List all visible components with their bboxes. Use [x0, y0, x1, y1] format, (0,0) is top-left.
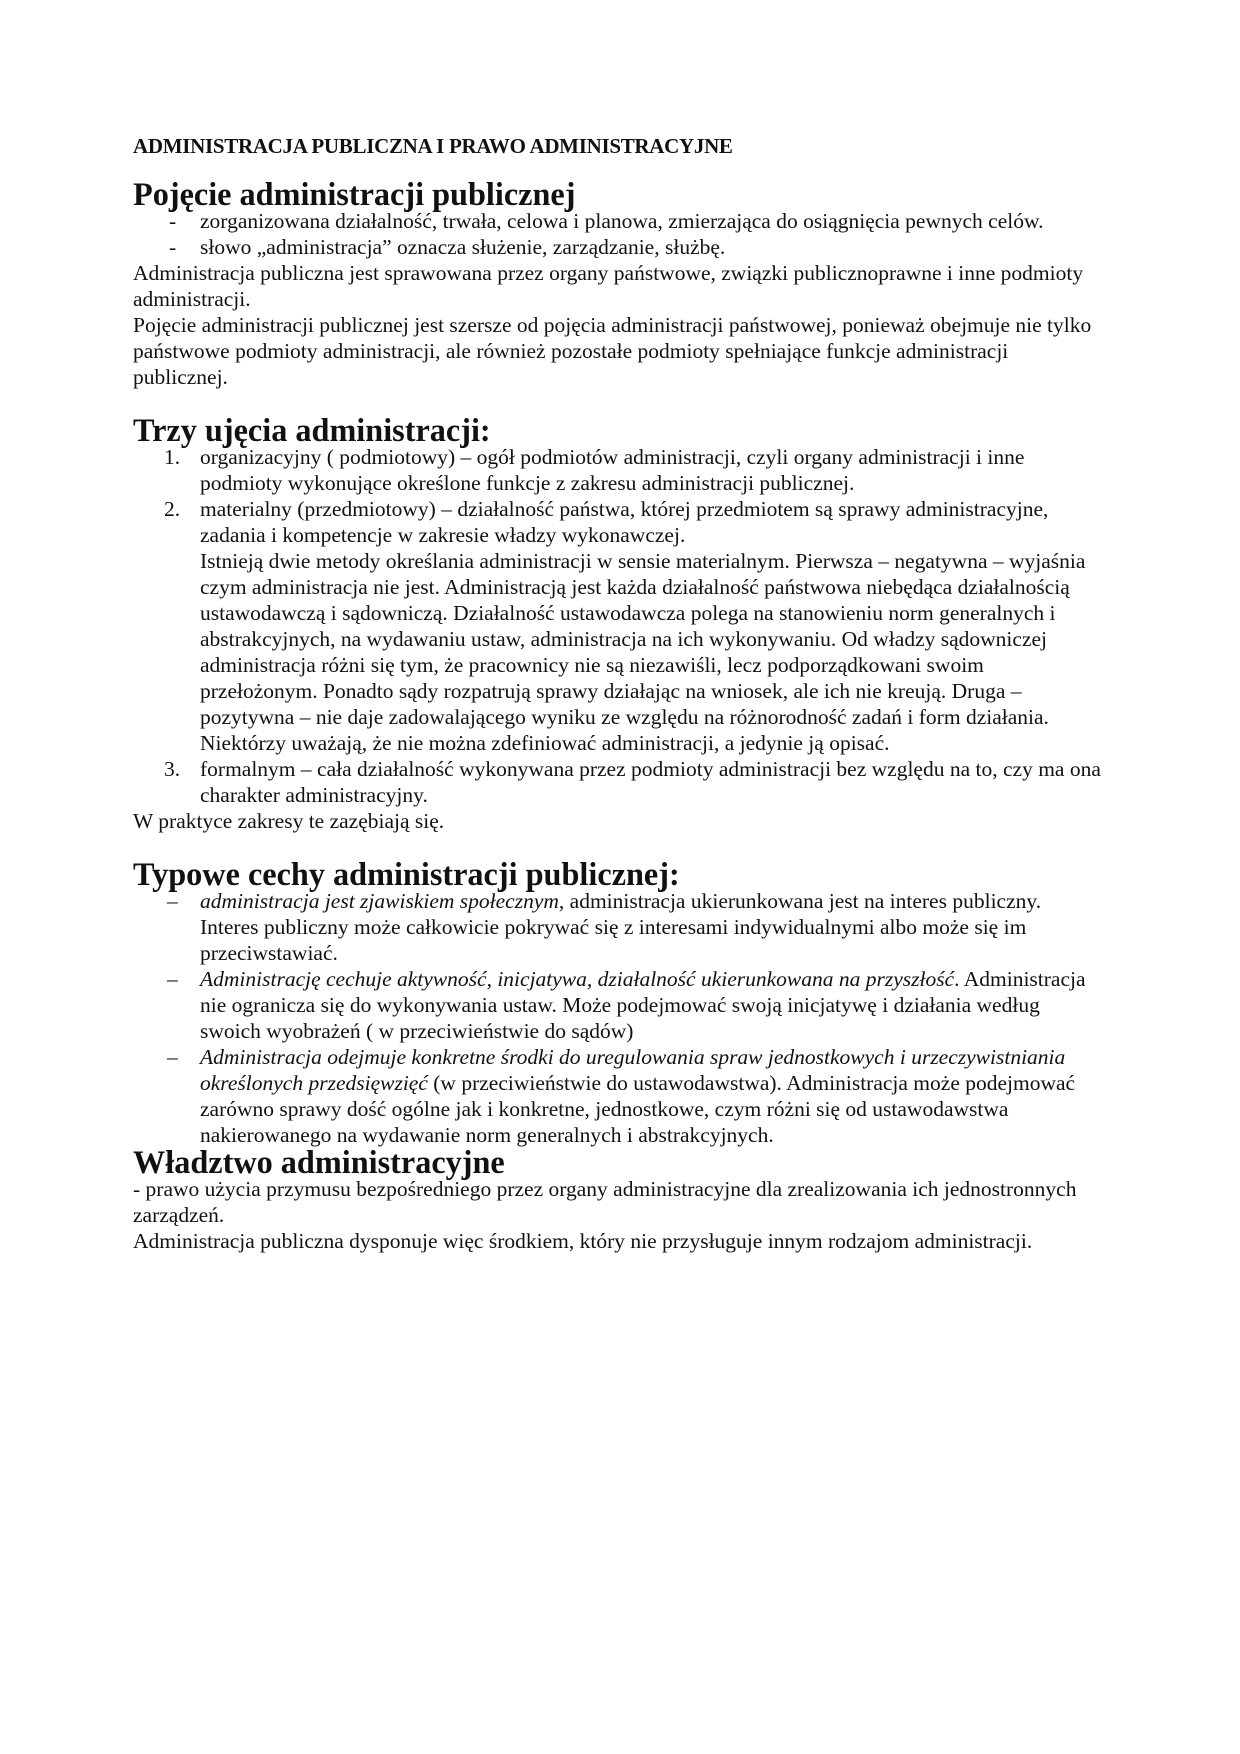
section-heading: Pojęcie administracji publicznej: [133, 176, 576, 212]
list-item-text: (w przeciwieństwie do ustawodawstwa). Administracja może podejmować zarówno sprawy dość ogólne jak i konkretne, jednostkowe, czym różni się od ustawodawstwa nakierowanego na wydawanie norm generalnych i abstrakcyjnych.: [200, 1071, 1076, 1147]
list-item: [133, 208, 1103, 234]
list-item: [133, 966, 1103, 1044]
paragraph: Administracja publiczna jest sprawowana przez organy państwowe, związki publicznoprawne i inne podmioty administracji.: [133, 261, 1084, 311]
list-item-text: , administracja ukierunkowana jest na interes publiczny. Interes publiczny może całkowicie pokrywać się z interesami indywidualnymi albo może się im przeciwstawiać.: [200, 889, 1042, 965]
list-item: [133, 756, 1103, 808]
list-item: [133, 1044, 1103, 1148]
list-item-emphasis: Administrację cechuje aktywność, inicjatywa, działalność ukierunkowana na przyszłość: [200, 967, 955, 991]
bullet-marker: -: [169, 235, 177, 259]
list-item-emphasis: Administracja odejmuje konkretne środki do uregulowania spraw jednostkowych i urzeczywistniania określonych przedsięwzięć: [200, 1045, 1066, 1095]
paragraph: Pojęcie administracji publicznej jest szersze od pojęcia administracji państwowej, ponieważ obejmuje nie tylko państwowe podmioty administracji, ale również pozostałe podmioty spełniające funkcje administracji publicznej.: [133, 313, 1092, 389]
dash-marker: –: [167, 1045, 178, 1069]
number-marker: 1.: [164, 445, 181, 469]
list-item: [133, 234, 1103, 260]
list-item-continuation: Istnieją dwie metody określania administracji w sensie materialnym. Pierwsza – negatywna – wyjaśnia czym administracja nie jest. Administracją jest każda działalność państwowa niebędąca działalnością ustawodawczą i sądowniczą. Działalność ustawodawcza polega na stanowieniu norm generalnych i abstrakcyjnych, na wydawaniu ustaw, administracja na ich wykonywaniu. Od władzy sądowniczej administracja różni się tym, że pracownicy nie są niezawiśli, lecz podporządkowani swoim przełożonym. Ponadto sądy rozpatrują sprawy działając na wniosek, ale ich nie kreują. Druga – pozytywna – nie daje zadowalającego wyniku ze względu na różnorodność zadań i form działania. Niektórzy uważają, że nie można zdefiniować administracji, a jedynie ją opisać.: [200, 549, 1086, 755]
list-item: [133, 888, 1103, 966]
section-heading: Władztwo administracyjne: [133, 1144, 505, 1180]
paragraph: Administracja publiczna dysponuje więc środkiem, który nie przysługuje innym rodzajom administracji.: [133, 1229, 1033, 1253]
list-item-text: zorganizowana działalność, trwała, celowa i planowa, zmierzająca do osiągnięcia pewnych celów.: [200, 209, 1044, 233]
list-item-emphasis: administracja jest zjawiskiem społecznym: [200, 889, 559, 913]
list-item-text: materialny (przedmiotowy) – działalność państwa, której przedmiotem są sprawy administracyjne, zadania i kompetencje w zakresie władzy wykonawczej.: [200, 497, 1049, 547]
list-item-text: formalnym – cała działalność wykonywana przez podmioty administracji bez względu na to, czy ma ona charakter administracyjny.: [200, 757, 1101, 807]
section-wladztwo: [133, 1144, 1103, 1254]
paragraph: W praktyce zakresy te zazębiają się.: [133, 809, 445, 833]
bullet-marker: -: [169, 209, 177, 233]
definition-list: [133, 208, 1103, 260]
list-item-text: organizacyjny ( podmiotowy) – ogół podmiotów administracji, czyli organy administracji i inne podmioty wykonujące określone funkcje z zakresu administracji publicznej.: [200, 445, 1025, 495]
number-marker: 2.: [164, 497, 181, 521]
document-content: [133, 132, 1103, 1254]
number-marker: 3.: [164, 757, 181, 781]
dash-marker: –: [167, 889, 178, 913]
list-item-text: słowo „administracja” oznacza służenie, zarządzanie, służbę.: [200, 235, 726, 259]
paragraph: - prawo użycia przymusu bezpośredniego przez organy administracyjne dla zrealizowania ich jednostronnych zarządzeń.: [133, 1177, 1077, 1227]
list-item: [133, 444, 1103, 496]
section-heading: Trzy ujęcia administracji:: [133, 412, 491, 448]
section-pojecie-administracji: [133, 176, 1103, 390]
dash-marker: –: [167, 967, 178, 991]
list-item-text: . Administracja nie ogranicza się do wykonywania ustaw. Może podejmować swoją inicjatywę i działania według swoich wyobrażeń ( w przeciwieństwie do sądów): [200, 967, 1086, 1043]
features-list: [133, 888, 1103, 1148]
numbered-list: [133, 444, 1103, 808]
list-item: [133, 496, 1103, 756]
section-trzy-ujecia: [133, 412, 1103, 834]
section-heading: Typowe cechy administracji publicznej:: [133, 856, 680, 892]
document-title: ADMINISTRACJA PUBLICZNA I PRAWO ADMINISTRACYJNE: [133, 134, 733, 158]
section-typowe-cechy: [133, 856, 1103, 1148]
